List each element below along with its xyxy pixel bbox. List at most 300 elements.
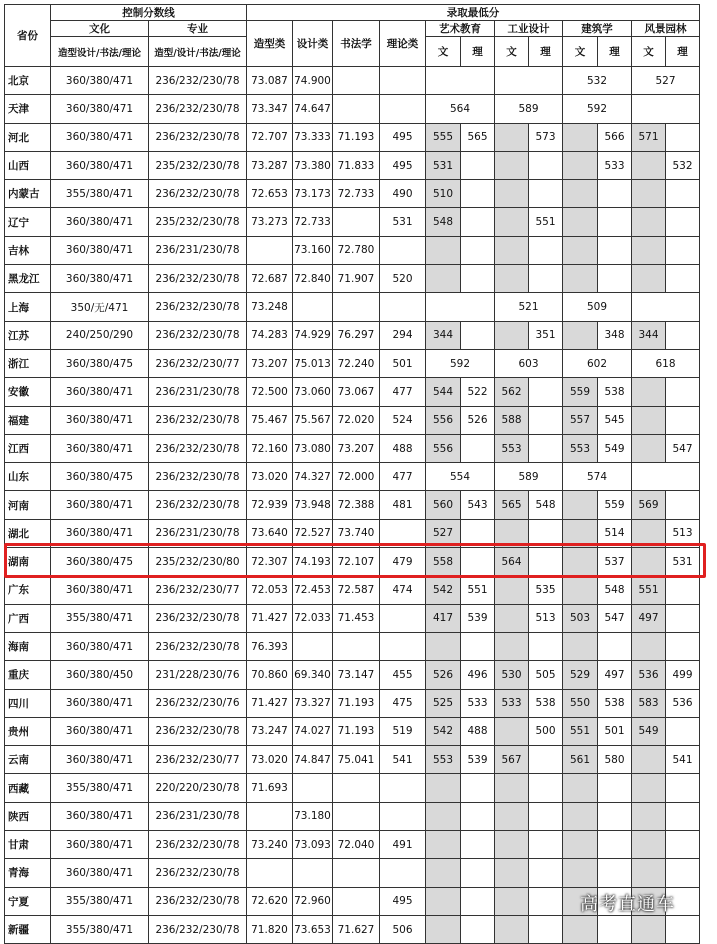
industrial-li-cell bbox=[529, 151, 563, 179]
industrial-wen-cell bbox=[495, 887, 529, 915]
arts-edu-li-cell: 488 bbox=[461, 717, 495, 745]
arts-edu-wen-cell: 556 bbox=[426, 406, 461, 434]
shufa-cell: 72.020 bbox=[333, 406, 380, 434]
landscape-wen-cell: 569 bbox=[632, 491, 666, 519]
industrial-merged-cell: 521 bbox=[495, 293, 563, 321]
major-score-cell: 236/232/230/78 bbox=[149, 915, 247, 943]
landscape-li-cell bbox=[666, 802, 700, 830]
arts-edu-li-cell bbox=[461, 802, 495, 830]
shufa-cell: 72.040 bbox=[333, 831, 380, 859]
culture-score-cell: 360/380/475 bbox=[51, 463, 149, 491]
industrial-wen-cell: 530 bbox=[495, 661, 529, 689]
sheji-cell: 74.929 bbox=[293, 321, 333, 349]
landscape-wen-cell bbox=[632, 406, 666, 434]
table-row bbox=[5, 548, 700, 576]
zaoxing-cell: 71.820 bbox=[247, 915, 293, 943]
lilun-cell: 519 bbox=[380, 717, 426, 745]
architecture-li-cell: 533 bbox=[598, 151, 632, 179]
landscape-merged-cell bbox=[632, 463, 700, 491]
table-row bbox=[5, 406, 700, 434]
major-score-cell: 236/232/230/78 bbox=[149, 463, 247, 491]
province-cell: 黑龙江 bbox=[5, 265, 51, 293]
major-score-cell: 236/232/230/78 bbox=[149, 717, 247, 745]
province-cell: 江西 bbox=[5, 434, 51, 462]
architecture-merged-cell: 509 bbox=[563, 293, 632, 321]
sheji-cell: 73.060 bbox=[293, 378, 333, 406]
table-row bbox=[5, 265, 700, 293]
zaoxing-cell: 76.393 bbox=[247, 632, 293, 660]
zaoxing-cell: 73.240 bbox=[247, 831, 293, 859]
culture-score-cell: 360/380/471 bbox=[51, 717, 149, 745]
zaoxing-cell: 72.939 bbox=[247, 491, 293, 519]
major-score-cell: 236/232/230/78 bbox=[149, 265, 247, 293]
culture-score-cell: 355/380/471 bbox=[51, 604, 149, 632]
culture-score-cell: 360/380/471 bbox=[51, 208, 149, 236]
lilun-cell: 490 bbox=[380, 180, 426, 208]
industrial-li-cell: 351 bbox=[529, 321, 563, 349]
sheji-cell: 74.027 bbox=[293, 717, 333, 745]
arts-edu-wen-cell bbox=[426, 265, 461, 293]
zaoxing-cell: 72.620 bbox=[247, 887, 293, 915]
arts-edu-li-cell bbox=[461, 208, 495, 236]
lilun-cell: 501 bbox=[380, 349, 426, 377]
industrial-li-cell bbox=[529, 887, 563, 915]
header-li: 理 bbox=[598, 37, 632, 67]
province-cell: 云南 bbox=[5, 746, 51, 774]
sheji-cell bbox=[293, 859, 333, 887]
province-cell: 海南 bbox=[5, 632, 51, 660]
culture-score-cell: 360/380/475 bbox=[51, 548, 149, 576]
shufa-cell: 72.240 bbox=[333, 349, 380, 377]
province-cell: 贵州 bbox=[5, 717, 51, 745]
arts-edu-wen-cell bbox=[426, 632, 461, 660]
lilun-cell bbox=[380, 519, 426, 547]
lilun-cell: 477 bbox=[380, 463, 426, 491]
arts-edu-wen-cell bbox=[426, 887, 461, 915]
sheji-cell: 73.653 bbox=[293, 915, 333, 943]
industrial-wen-cell bbox=[495, 632, 529, 660]
table-row bbox=[5, 661, 700, 689]
province-cell: 山西 bbox=[5, 151, 51, 179]
lilun-cell: 491 bbox=[380, 831, 426, 859]
shufa-cell bbox=[333, 887, 380, 915]
major-score-cell: 236/232/230/78 bbox=[149, 887, 247, 915]
industrial-wen-cell bbox=[495, 208, 529, 236]
industrial-wen-cell bbox=[495, 265, 529, 293]
industrial-wen-cell bbox=[495, 236, 529, 264]
industrial-li-cell bbox=[529, 236, 563, 264]
lilun-cell: 495 bbox=[380, 887, 426, 915]
industrial-li-cell: 551 bbox=[529, 208, 563, 236]
lilun-cell bbox=[380, 632, 426, 660]
landscape-wen-cell: 549 bbox=[632, 717, 666, 745]
arts-edu-wen-cell: 542 bbox=[426, 576, 461, 604]
lilun-cell: 479 bbox=[380, 548, 426, 576]
sheji-cell bbox=[293, 774, 333, 802]
shufa-cell bbox=[333, 293, 380, 321]
industrial-li-cell bbox=[529, 548, 563, 576]
table-body bbox=[5, 67, 700, 944]
industrial-li-cell bbox=[529, 802, 563, 830]
shufa-cell: 72.000 bbox=[333, 463, 380, 491]
architecture-wen-cell: 561 bbox=[563, 746, 598, 774]
major-score-cell: 236/232/230/76 bbox=[149, 689, 247, 717]
major-score-cell: 236/232/230/78 bbox=[149, 95, 247, 123]
landscape-li-cell bbox=[666, 576, 700, 604]
industrial-wen-cell bbox=[495, 519, 529, 547]
arts-edu-li-cell bbox=[461, 548, 495, 576]
lilun-cell bbox=[380, 67, 426, 95]
arts-edu-li-cell bbox=[461, 859, 495, 887]
major-score-cell: 235/232/230/80 bbox=[149, 548, 247, 576]
industrial-li-cell: 548 bbox=[529, 491, 563, 519]
architecture-li-cell: 538 bbox=[598, 378, 632, 406]
architecture-wen-cell bbox=[563, 632, 598, 660]
zaoxing-cell: 73.347 bbox=[247, 95, 293, 123]
province-cell: 陕西 bbox=[5, 802, 51, 830]
province-cell: 湖北 bbox=[5, 519, 51, 547]
table-row bbox=[5, 746, 700, 774]
culture-score-cell: 350/无/471 bbox=[51, 293, 149, 321]
table-row bbox=[5, 434, 700, 462]
header-sheji: 设计类 bbox=[293, 21, 333, 67]
architecture-li-cell bbox=[598, 632, 632, 660]
landscape-li-cell: 541 bbox=[666, 746, 700, 774]
industrial-li-cell bbox=[529, 519, 563, 547]
lilun-cell bbox=[380, 293, 426, 321]
zaoxing-cell: 74.283 bbox=[247, 321, 293, 349]
architecture-wen-cell bbox=[563, 831, 598, 859]
table-row bbox=[5, 463, 700, 491]
industrial-li-cell bbox=[529, 915, 563, 943]
major-score-cell: 236/232/230/78 bbox=[149, 491, 247, 519]
shufa-cell bbox=[333, 802, 380, 830]
header-control-line: 控制分数线 bbox=[51, 5, 247, 21]
shufa-cell: 73.207 bbox=[333, 434, 380, 462]
landscape-wen-cell bbox=[632, 180, 666, 208]
major-score-cell: 236/232/230/78 bbox=[149, 632, 247, 660]
major-score-cell: 236/232/230/78 bbox=[149, 321, 247, 349]
architecture-wen-cell bbox=[563, 151, 598, 179]
table-row bbox=[5, 915, 700, 943]
industrial-li-cell: 505 bbox=[529, 661, 563, 689]
sheji-cell: 73.160 bbox=[293, 236, 333, 264]
architecture-li-cell: 348 bbox=[598, 321, 632, 349]
major-score-cell: 236/231/230/78 bbox=[149, 378, 247, 406]
industrial-merged-cell: 589 bbox=[495, 95, 563, 123]
landscape-li-cell bbox=[666, 180, 700, 208]
table-row bbox=[5, 180, 700, 208]
architecture-wen-cell bbox=[563, 180, 598, 208]
zaoxing-cell: 73.207 bbox=[247, 349, 293, 377]
architecture-li-cell: 497 bbox=[598, 661, 632, 689]
architecture-wen-cell bbox=[563, 236, 598, 264]
architecture-li-cell bbox=[598, 180, 632, 208]
arts-edu-wen-cell: 556 bbox=[426, 434, 461, 462]
header-landscape: 风景园林 bbox=[632, 21, 700, 37]
architecture-li-cell: 547 bbox=[598, 604, 632, 632]
table-row bbox=[5, 123, 700, 151]
landscape-li-cell: 547 bbox=[666, 434, 700, 462]
landscape-merged-cell bbox=[632, 95, 700, 123]
architecture-wen-cell bbox=[563, 802, 598, 830]
architecture-li-cell bbox=[598, 859, 632, 887]
province-cell: 广西 bbox=[5, 604, 51, 632]
sheji-cell: 73.093 bbox=[293, 831, 333, 859]
province-cell: 广东 bbox=[5, 576, 51, 604]
sheji-cell bbox=[293, 293, 333, 321]
sheji-cell: 69.340 bbox=[293, 661, 333, 689]
province-cell: 湖南 bbox=[5, 548, 51, 576]
sheji-cell: 72.527 bbox=[293, 519, 333, 547]
header-wen: 文 bbox=[563, 37, 598, 67]
major-score-cell: 236/232/230/78 bbox=[149, 859, 247, 887]
arts-edu-li-cell bbox=[461, 887, 495, 915]
major-score-cell: 236/232/230/77 bbox=[149, 349, 247, 377]
shufa-cell: 72.587 bbox=[333, 576, 380, 604]
industrial-li-cell bbox=[529, 831, 563, 859]
lilun-cell: 455 bbox=[380, 661, 426, 689]
culture-score-cell: 360/380/471 bbox=[51, 831, 149, 859]
lilun-cell bbox=[380, 95, 426, 123]
arts-edu-li-cell: 533 bbox=[461, 689, 495, 717]
zaoxing-cell: 70.860 bbox=[247, 661, 293, 689]
industrial-li-cell bbox=[529, 406, 563, 434]
zaoxing-cell: 72.687 bbox=[247, 265, 293, 293]
shufa-cell: 71.193 bbox=[333, 717, 380, 745]
admission-score-table bbox=[4, 4, 700, 944]
header-wen: 文 bbox=[632, 37, 666, 67]
table-row bbox=[5, 208, 700, 236]
culture-score-cell: 360/380/450 bbox=[51, 661, 149, 689]
shufa-cell: 71.193 bbox=[333, 123, 380, 151]
architecture-li-cell: 537 bbox=[598, 548, 632, 576]
arts-edu-wen-cell: 527 bbox=[426, 519, 461, 547]
lilun-cell bbox=[380, 236, 426, 264]
arts-edu-li-cell bbox=[461, 236, 495, 264]
lilun-cell: 506 bbox=[380, 915, 426, 943]
zaoxing-cell: 73.247 bbox=[247, 717, 293, 745]
header-lilun: 理论类 bbox=[380, 21, 426, 67]
zaoxing-cell: 71.427 bbox=[247, 689, 293, 717]
landscape-li-cell: 536 bbox=[666, 689, 700, 717]
table-row bbox=[5, 604, 700, 632]
province-cell: 青海 bbox=[5, 859, 51, 887]
shufa-cell: 72.107 bbox=[333, 548, 380, 576]
arts-edu-li-cell bbox=[461, 321, 495, 349]
table-row bbox=[5, 519, 700, 547]
arts-edu-merged-cell: 592 bbox=[426, 349, 495, 377]
industrial-merged-cell: 589 bbox=[495, 463, 563, 491]
industrial-wen-cell bbox=[495, 717, 529, 745]
architecture-wen-cell bbox=[563, 321, 598, 349]
zaoxing-cell: 72.053 bbox=[247, 576, 293, 604]
sheji-cell: 73.173 bbox=[293, 180, 333, 208]
lilun-cell: 524 bbox=[380, 406, 426, 434]
architecture-wen-cell: 557 bbox=[563, 406, 598, 434]
landscape-li-cell: 531 bbox=[666, 548, 700, 576]
major-score-cell: 220/220/230/78 bbox=[149, 774, 247, 802]
sheji-cell: 72.033 bbox=[293, 604, 333, 632]
header-culture-sub: 造型设计/书法/理论 bbox=[51, 37, 149, 67]
major-score-cell: 236/232/230/78 bbox=[149, 604, 247, 632]
header-shufa: 书法学 bbox=[333, 21, 380, 67]
shufa-cell bbox=[333, 67, 380, 95]
province-cell: 山东 bbox=[5, 463, 51, 491]
lilun-cell: 474 bbox=[380, 576, 426, 604]
industrial-li-cell bbox=[529, 632, 563, 660]
table-row bbox=[5, 67, 700, 95]
landscape-li-cell: 513 bbox=[666, 519, 700, 547]
culture-score-cell: 240/250/290 bbox=[51, 321, 149, 349]
header-admission-min: 录取最低分 bbox=[247, 5, 700, 21]
architecture-li-cell bbox=[598, 208, 632, 236]
industrial-wen-cell bbox=[495, 180, 529, 208]
landscape-merged-cell: 527 bbox=[632, 67, 700, 95]
shufa-cell: 71.193 bbox=[333, 689, 380, 717]
arts-edu-merged-cell bbox=[426, 293, 495, 321]
industrial-li-cell bbox=[529, 180, 563, 208]
header-zaoxing: 造型类 bbox=[247, 21, 293, 67]
shufa-cell: 72.388 bbox=[333, 491, 380, 519]
province-cell: 新疆 bbox=[5, 915, 51, 943]
landscape-li-cell bbox=[666, 604, 700, 632]
architecture-wen-cell bbox=[563, 208, 598, 236]
header-li: 理 bbox=[461, 37, 495, 67]
landscape-wen-cell: 571 bbox=[632, 123, 666, 151]
culture-score-cell: 360/380/471 bbox=[51, 67, 149, 95]
arts-edu-li-cell bbox=[461, 774, 495, 802]
industrial-wen-cell bbox=[495, 576, 529, 604]
landscape-li-cell bbox=[666, 123, 700, 151]
zaoxing-cell: 72.500 bbox=[247, 378, 293, 406]
architecture-wen-cell: 553 bbox=[563, 434, 598, 462]
architecture-merged-cell: 532 bbox=[563, 67, 632, 95]
industrial-li-cell bbox=[529, 434, 563, 462]
arts-edu-li-cell bbox=[461, 265, 495, 293]
arts-edu-li-cell bbox=[461, 180, 495, 208]
landscape-wen-cell bbox=[632, 548, 666, 576]
architecture-li-cell: 514 bbox=[598, 519, 632, 547]
lilun-cell: 481 bbox=[380, 491, 426, 519]
shufa-cell: 73.740 bbox=[333, 519, 380, 547]
arts-edu-wen-cell bbox=[426, 915, 461, 943]
sheji-cell: 75.013 bbox=[293, 349, 333, 377]
culture-score-cell: 360/380/471 bbox=[51, 802, 149, 830]
zaoxing-cell: 73.640 bbox=[247, 519, 293, 547]
landscape-li-cell bbox=[666, 265, 700, 293]
province-cell: 宁夏 bbox=[5, 887, 51, 915]
industrial-wen-cell: 533 bbox=[495, 689, 529, 717]
province-cell: 甘肃 bbox=[5, 831, 51, 859]
landscape-li-cell bbox=[666, 774, 700, 802]
arts-edu-wen-cell: 344 bbox=[426, 321, 461, 349]
table-row bbox=[5, 689, 700, 717]
architecture-li-cell: 501 bbox=[598, 717, 632, 745]
header-major-sub: 造型/设计/书法/理论 bbox=[149, 37, 247, 67]
landscape-li-cell bbox=[666, 717, 700, 745]
province-cell: 辽宁 bbox=[5, 208, 51, 236]
arts-edu-li-cell: 496 bbox=[461, 661, 495, 689]
architecture-li-cell bbox=[598, 831, 632, 859]
major-score-cell: 236/232/230/77 bbox=[149, 746, 247, 774]
industrial-li-cell bbox=[529, 265, 563, 293]
table-row bbox=[5, 632, 700, 660]
sheji-cell: 72.453 bbox=[293, 576, 333, 604]
architecture-wen-cell bbox=[563, 576, 598, 604]
culture-score-cell: 360/380/471 bbox=[51, 491, 149, 519]
province-cell: 西藏 bbox=[5, 774, 51, 802]
industrial-wen-cell: 553 bbox=[495, 434, 529, 462]
architecture-li-cell: 566 bbox=[598, 123, 632, 151]
lilun-cell: 495 bbox=[380, 151, 426, 179]
sheji-cell: 74.900 bbox=[293, 67, 333, 95]
lilun-cell bbox=[380, 604, 426, 632]
lilun-cell: 531 bbox=[380, 208, 426, 236]
industrial-li-cell: 500 bbox=[529, 717, 563, 745]
province-cell: 河北 bbox=[5, 123, 51, 151]
industrial-merged-cell: 603 bbox=[495, 349, 563, 377]
zaoxing-cell bbox=[247, 802, 293, 830]
lilun-cell: 541 bbox=[380, 746, 426, 774]
header-arts-education: 艺术教育 bbox=[426, 21, 495, 37]
landscape-li-cell bbox=[666, 236, 700, 264]
architecture-li-cell bbox=[598, 774, 632, 802]
sheji-cell: 73.080 bbox=[293, 434, 333, 462]
major-score-cell: 236/232/230/78 bbox=[149, 406, 247, 434]
architecture-li-cell: 545 bbox=[598, 406, 632, 434]
zaoxing-cell: 71.693 bbox=[247, 774, 293, 802]
landscape-wen-cell bbox=[632, 378, 666, 406]
table-row bbox=[5, 576, 700, 604]
landscape-wen-cell bbox=[632, 519, 666, 547]
architecture-merged-cell: 592 bbox=[563, 95, 632, 123]
industrial-li-cell: 538 bbox=[529, 689, 563, 717]
architecture-wen-cell bbox=[563, 859, 598, 887]
sheji-cell: 73.333 bbox=[293, 123, 333, 151]
architecture-li-cell bbox=[598, 802, 632, 830]
zaoxing-cell: 73.248 bbox=[247, 293, 293, 321]
lilun-cell: 477 bbox=[380, 378, 426, 406]
zaoxing-cell: 72.307 bbox=[247, 548, 293, 576]
culture-score-cell: 360/380/471 bbox=[51, 123, 149, 151]
architecture-wen-cell: 559 bbox=[563, 378, 598, 406]
shufa-cell: 75.041 bbox=[333, 746, 380, 774]
zaoxing-cell: 73.273 bbox=[247, 208, 293, 236]
table-row bbox=[5, 491, 700, 519]
major-score-cell: 236/232/230/78 bbox=[149, 293, 247, 321]
lilun-cell: 488 bbox=[380, 434, 426, 462]
arts-edu-wen-cell: 558 bbox=[426, 548, 461, 576]
table-row bbox=[5, 321, 700, 349]
lilun-cell bbox=[380, 774, 426, 802]
industrial-li-cell bbox=[529, 859, 563, 887]
table-row bbox=[5, 349, 700, 377]
arts-edu-li-cell bbox=[461, 915, 495, 943]
major-score-cell: 231/228/230/76 bbox=[149, 661, 247, 689]
major-score-cell: 236/232/230/78 bbox=[149, 123, 247, 151]
architecture-li-cell bbox=[598, 915, 632, 943]
culture-score-cell: 360/380/475 bbox=[51, 349, 149, 377]
zaoxing-cell: 72.707 bbox=[247, 123, 293, 151]
landscape-wen-cell bbox=[632, 746, 666, 774]
major-score-cell: 236/231/230/78 bbox=[149, 519, 247, 547]
sheji-cell: 74.327 bbox=[293, 463, 333, 491]
arts-edu-li-cell bbox=[461, 831, 495, 859]
province-cell: 福建 bbox=[5, 406, 51, 434]
architecture-wen-cell bbox=[563, 265, 598, 293]
sheji-cell: 72.960 bbox=[293, 887, 333, 915]
